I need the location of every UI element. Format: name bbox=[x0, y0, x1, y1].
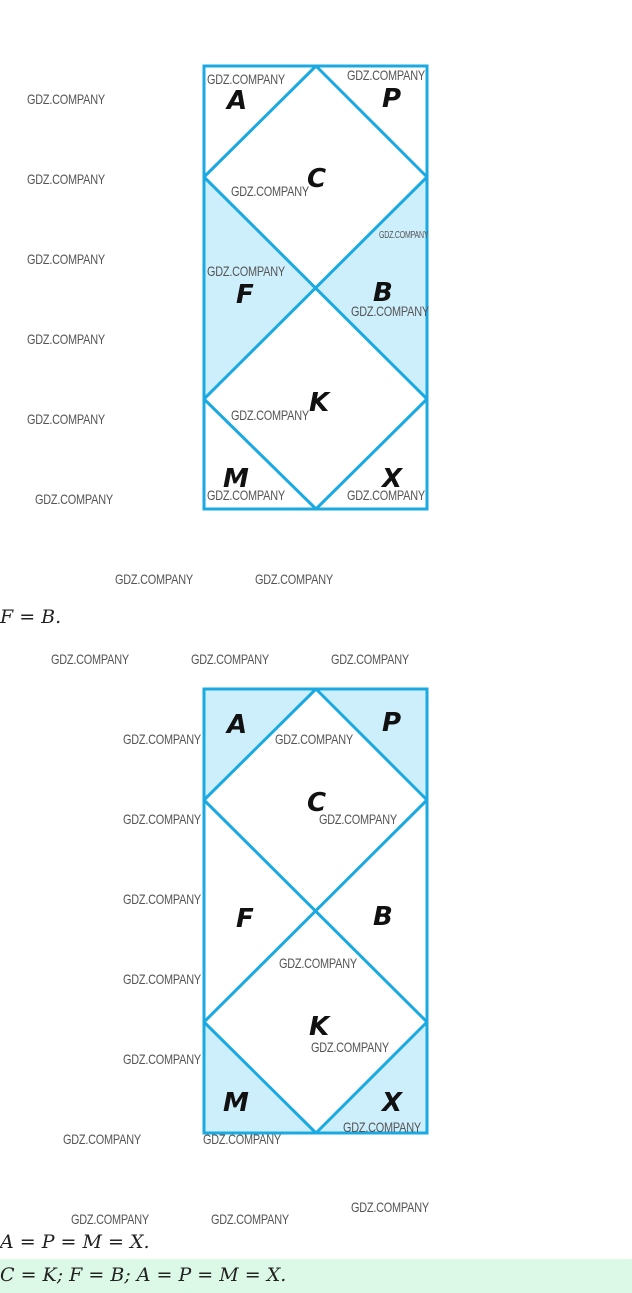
watermark-text: GDZ.COMPANY bbox=[207, 487, 285, 503]
diagram-2 bbox=[0, 680, 632, 1150]
watermark-text: GDZ.COMPANY bbox=[27, 171, 105, 187]
equation-1: F = B. bbox=[0, 606, 62, 628]
watermark-text: GDZ.COMPANY bbox=[123, 971, 201, 987]
watermark-text: GDZ.COMPANY bbox=[123, 731, 201, 747]
watermark-text: GDZ.COMPANY bbox=[207, 71, 285, 87]
equation-2: A = P = M = X. bbox=[0, 1231, 150, 1253]
watermark-text: GDZ.COMPANY bbox=[255, 571, 333, 587]
label-b: B bbox=[373, 902, 393, 932]
watermark-text: GDZ.COMPANY bbox=[27, 91, 105, 107]
diagram-1 bbox=[0, 0, 632, 560]
watermark-text: GDZ.COMPANY bbox=[71, 1211, 149, 1227]
watermark-text: GDZ.COMPANY bbox=[231, 183, 309, 199]
watermark-text: GDZ.COMPANY bbox=[51, 651, 129, 667]
watermark-text: GDZ.COMPANY bbox=[35, 491, 113, 507]
watermark-text: GDZ.COMPANY bbox=[311, 1039, 389, 1055]
watermark-text: GDZ.COMPANY bbox=[191, 651, 269, 667]
answer-text: C = K; F = B; A = P = M = X. bbox=[0, 1264, 287, 1286]
watermark-text: GDZ.COMPANY bbox=[27, 251, 105, 267]
watermark-text: GDZ.COMPANY bbox=[27, 331, 105, 347]
answer-box bbox=[0, 1259, 632, 1293]
watermark-text: GDZ.COMPANY bbox=[319, 811, 397, 827]
watermark-text: GDZ.COMPANY bbox=[27, 411, 105, 427]
label-c: C bbox=[307, 788, 327, 818]
watermark-text: GDZ.COMPANY bbox=[123, 811, 201, 827]
watermark-text: GDZ.COMPANY bbox=[351, 1199, 429, 1215]
label-a: A bbox=[227, 710, 248, 740]
label-a: A bbox=[227, 86, 248, 116]
region-b-shaded bbox=[316, 177, 427, 399]
watermark-text: GDZ.COMPANY bbox=[343, 1119, 421, 1135]
watermark-text: GDZ.COMPANY bbox=[331, 651, 409, 667]
label-f: F bbox=[236, 280, 254, 310]
watermark-text: GDZ.COMPANY bbox=[275, 731, 353, 747]
watermark-text: GDZ.COMPANY bbox=[123, 1051, 201, 1067]
watermark-text: GDZ.COMPANY bbox=[347, 487, 425, 503]
label-b: B bbox=[373, 278, 393, 308]
label-p: P bbox=[382, 708, 402, 738]
region-f-shaded bbox=[204, 177, 316, 399]
label-p: P bbox=[382, 84, 402, 114]
watermark-text: GDZ.COMPANY bbox=[347, 67, 425, 83]
label-f: F bbox=[236, 904, 254, 934]
watermark-text: GDZ.COMPANY bbox=[379, 230, 429, 241]
watermark-text: GDZ.COMPANY bbox=[231, 407, 309, 423]
label-m: M bbox=[223, 464, 249, 494]
label-x: X bbox=[382, 1088, 403, 1118]
watermark-text: GDZ.COMPANY bbox=[115, 571, 193, 587]
watermark-text: GDZ.COMPANY bbox=[123, 891, 201, 907]
watermark-text: GDZ.COMPANY bbox=[279, 955, 357, 971]
label-c: C bbox=[307, 164, 327, 194]
label-k: K bbox=[309, 388, 330, 418]
watermark-text: GDZ.COMPANY bbox=[63, 1131, 141, 1147]
label-x: X bbox=[382, 464, 403, 494]
watermark-text: GDZ.COMPANY bbox=[211, 1211, 289, 1227]
label-m: M bbox=[223, 1088, 249, 1118]
watermark-text: GDZ.COMPANY bbox=[203, 1131, 281, 1147]
watermark-text: GDZ.COMPANY bbox=[207, 263, 285, 279]
label-k: K bbox=[309, 1012, 330, 1042]
watermark-text: GDZ.COMPANY bbox=[351, 303, 429, 319]
